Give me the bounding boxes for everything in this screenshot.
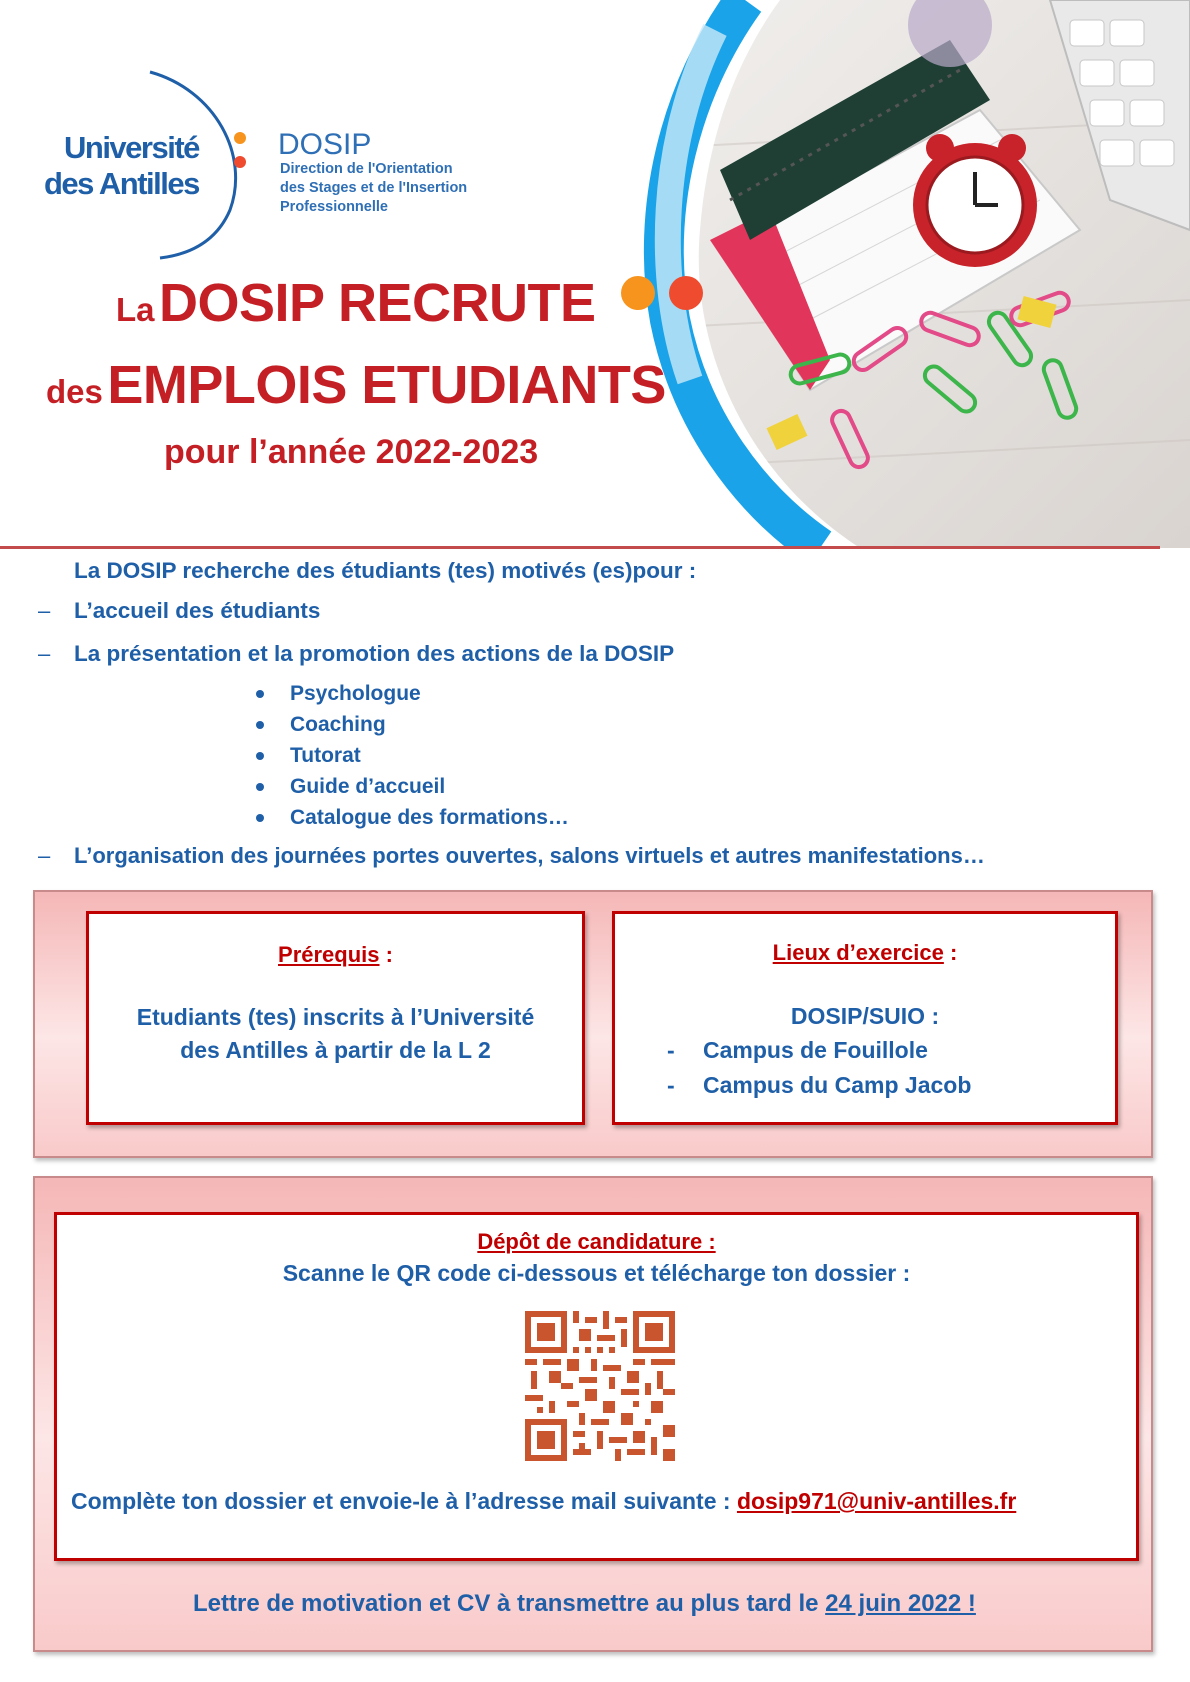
- title-prefix-2: des: [46, 373, 103, 410]
- intro-item-2: La présentation et la promotion des actions de la DOSIP: [74, 641, 675, 666]
- actions-list: [250, 678, 569, 833]
- prereq-line-2: des Antilles à partir de la L 2: [180, 1037, 491, 1063]
- intro-item-1: L’accueil des étudiants: [74, 598, 321, 623]
- orange-dot: [621, 276, 655, 310]
- dosip-subtitle-line2: des Stages et de l'Insertion: [280, 180, 468, 196]
- email-link[interactable]: dosip971@univ-antilles.fr: [736, 1488, 1017, 1514]
- mail-line: [71, 1485, 1016, 1518]
- list-item: Psychologue: [250, 678, 569, 709]
- lieux-card: [612, 911, 1118, 1125]
- lieux-title: [615, 940, 1115, 966]
- campus-dash-2: -: [667, 1072, 675, 1098]
- campus-1: Campus de Fouillole: [703, 1037, 928, 1063]
- red-dot: [669, 276, 703, 310]
- campus-dash-1: -: [667, 1037, 675, 1063]
- page-subtitle: pour l’année 2022-2023: [164, 433, 539, 471]
- title-line-1: [116, 272, 596, 334]
- header-divider: [0, 546, 1160, 549]
- list-item: Tutorat: [250, 740, 569, 771]
- list-item: Guide d’accueil: [250, 771, 569, 802]
- header-banner: [0, 0, 1190, 548]
- list-item: Catalogue des formations…: [250, 802, 569, 833]
- lieux-title-text: Lieux d’exercice: [772, 940, 944, 965]
- prereq-line-1: Etudiants (tes) inscrits à l’Université: [136, 1004, 535, 1030]
- title-main-1: DOSIP RECRUTE: [158, 273, 596, 333]
- campus-2: Campus du Camp Jacob: [703, 1072, 972, 1098]
- dosip-logo-text: DOSIP: [278, 128, 372, 161]
- title-main-2: EMPLOIS ETUDIANTS: [107, 355, 666, 415]
- deadline-text: Lettre de motivation et CV à transmettre au plus tard le: [193, 1590, 826, 1617]
- deadline-date: 24 juin 2022 !: [825, 1590, 976, 1617]
- mail-instruction: Complète ton dossier et envoie-le à l’adresse mail suivante :: [71, 1488, 737, 1514]
- prereq-title-colon: :: [379, 942, 393, 967]
- list-item: Coaching: [250, 709, 569, 740]
- prereq-title-text: Prérequis: [278, 942, 380, 967]
- lieux-title-colon: :: [943, 940, 958, 965]
- candidature-instruction: Scanne le QR code ci-dessous et télécharge ton dossier :: [282, 1260, 911, 1286]
- dosip-subtitle-line3: Professionnelle: [280, 199, 388, 215]
- intro-lead: La DOSIP recherche des étudiants (tes) motivés (es)pour :: [74, 558, 697, 583]
- prereq-title: [89, 942, 582, 968]
- dosip-subtitle-line1: Direction de l'Orientation: [280, 161, 453, 177]
- desk-photo: [620, 0, 1190, 548]
- intro-item-3: L’organisation des journées portes ouvertes, salons virtuels et autres manifestations…: [74, 843, 985, 868]
- university-name-line2: des Antilles: [44, 166, 199, 201]
- university-name-line1: Université: [64, 130, 199, 165]
- dash-1: –: [38, 598, 51, 623]
- lieux-heading: DOSIP/SUIO :: [790, 1003, 940, 1029]
- deadline-line: [193, 1587, 976, 1620]
- qr-code-icon[interactable]: [525, 1311, 675, 1461]
- title-line-2: [46, 354, 666, 416]
- dash-2: –: [38, 641, 51, 666]
- candidature-card: [54, 1212, 1139, 1561]
- dash-3: –: [38, 843, 51, 868]
- candidature-title: Dépôt de candidature :: [477, 1229, 716, 1254]
- title-prefix-1: La: [116, 291, 155, 328]
- prereq-card: [86, 911, 585, 1125]
